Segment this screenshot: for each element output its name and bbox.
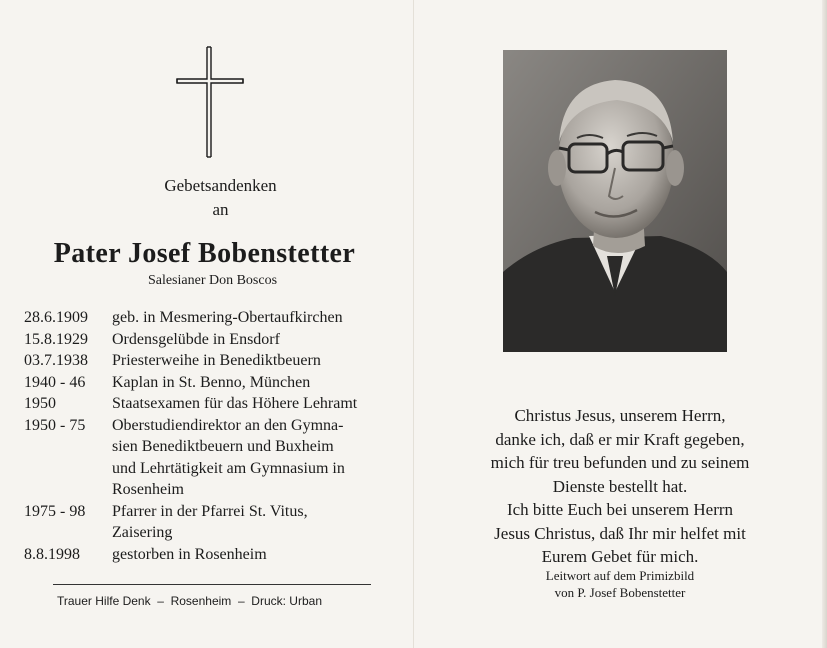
bio-text-line: sien Benediktbeuern und Buxheim [112,438,334,455]
bio-text [112,415,384,501]
quote-line: Dienste bestellt hat. [552,476,688,496]
scripture-quote [430,404,810,569]
quote-line: Ich bitte Euch bei unserem Herrn [506,500,734,519]
footer-divider [53,584,371,585]
card-fold [413,0,414,648]
bio-date: 1950 - 75 [24,416,86,434]
card-edge [822,0,827,648]
bio-text-line: gestorben in Rosenheim [112,545,267,563]
cross-icon [176,46,244,158]
bio-date: 1950 [24,395,56,412]
quote-line: danke ich, daß er mir Kraft gegeben, [495,429,745,449]
bio-text-line: Zaisering [112,524,173,541]
bio-text-line: Kaplan in St. Benno, München [112,373,311,391]
bio-text [112,329,384,351]
quote-line: Christus Jesus, unserem Herrn, [514,406,726,425]
bio-entry [24,350,404,372]
bio-text-line: Priesterweihe in Benediktbeuern [112,352,321,369]
bio-text-line: Oberstudiendirektor an den Gymna- [112,416,344,434]
bio-text-line: geb. in Mesmering-Obertaufkirchen [112,309,343,326]
printer-footer: Trauer Hilfe Denk – Rosenheim – Druck: Urban [57,594,322,608]
bio-text-line: und Lehrtätigkeit am Gymnasium in [112,459,345,477]
bio-entry [24,307,404,329]
bio-entry [24,393,404,415]
bio-date: 1975 - 98 [24,502,86,520]
portrait-photo [503,50,727,352]
bio-date: 1940 - 46 [24,373,86,391]
bio-text-line: Rosenheim [112,481,184,498]
quote-caption [430,567,810,601]
bio-text-line: Ordensgelübde in Ensdorf [112,330,280,348]
quote-line: mich für treu befunden und zu seinem [490,453,750,472]
bio-entry [24,544,404,566]
bio-text-line: Staatsexamen für das Höhere Lehramt [112,395,358,412]
bio-text [112,350,384,372]
bio-text-line: Pfarrer in der Pfarrei St. Vitus, [112,502,308,520]
bio-text [112,544,384,566]
bio-date: 8.8.1998 [24,545,80,563]
bio-text [112,501,384,544]
quote-line: Eurem Gebet für mich. [541,547,699,566]
bio-entry [24,372,404,394]
deceased-name: Pater Josef Bobenstetter [53,238,356,269]
caption-line1: Leitwort auf dem Primizbild [545,568,695,583]
caption-line2: von P. Josef Bobenstetter [554,585,686,600]
bio-date: 15.8.1929 [24,330,88,348]
bio-date: 28.6.1909 [24,309,88,326]
bio-entry [24,501,404,544]
heading-line1: Gebetsandenken [164,176,277,195]
bio-text [112,372,384,394]
quote-line: Jesus Christus, daß Ihr mir helfet mit [494,523,746,543]
heading-line2: an [212,200,229,219]
bio-entry [24,415,404,501]
biography-list [24,307,404,565]
religious-order: Salesianer Don Boscos [147,273,278,288]
bio-text [112,393,384,415]
bio-entry [24,329,404,351]
bio-text [112,307,384,329]
bio-date: 03.7.1938 [24,352,88,369]
